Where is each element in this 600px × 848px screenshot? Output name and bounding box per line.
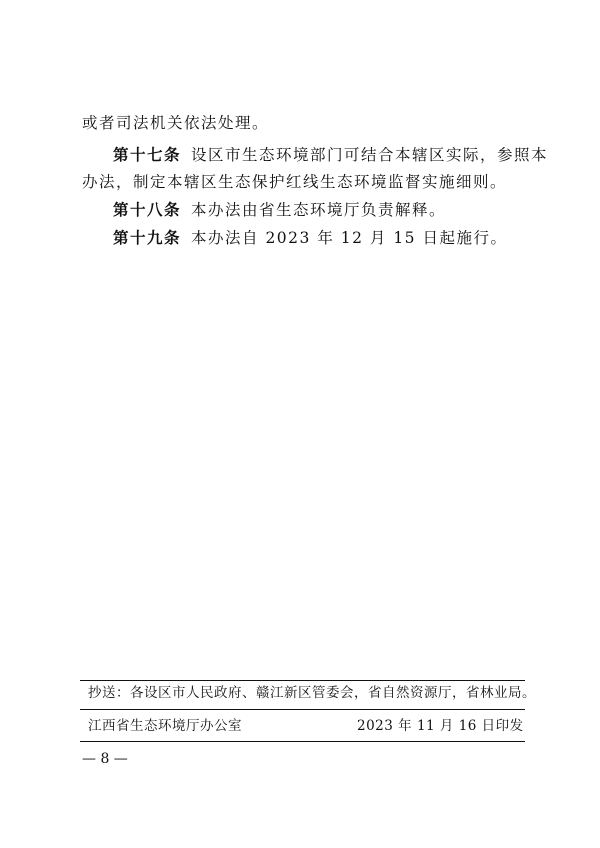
article-19-line (113, 228, 507, 248)
article-18-label: 第十八条 (113, 200, 182, 219)
issue-date: 2023 年 11 月 16 日印发 (357, 718, 524, 734)
page-number: — 8 — (82, 751, 128, 767)
article-17-line-2: 办法，制定本辖区生态保护红线生态环境监督实施细则。 (82, 173, 508, 191)
article-18-text: 本办法由省生态环境厅负责解释。 (191, 201, 447, 219)
article-17-line-1 (113, 145, 548, 165)
footer-bottom-rule (80, 741, 525, 742)
continued-text-line: 或者司法机关依法处理。 (82, 114, 270, 132)
article-18-line (113, 200, 446, 220)
footer-middle-rule (80, 709, 525, 710)
footer-top-rule (80, 680, 525, 681)
article-19-text: 本办法自 2023 年 12 月 15 日起施行。 (191, 229, 508, 247)
article-17-label: 第十七条 (113, 145, 182, 164)
article-17-text-1: 设区市生态环境部门可结合本辖区实际，参照本 (191, 146, 549, 164)
article-19-label: 第十九条 (113, 228, 182, 247)
cc-distribution-line: 抄送：各设区市人民政府、赣江新区管委会，省自然资源厅，省林业局。 (88, 685, 536, 701)
issuing-office: 江西省生态环境厅办公室 (88, 718, 242, 734)
